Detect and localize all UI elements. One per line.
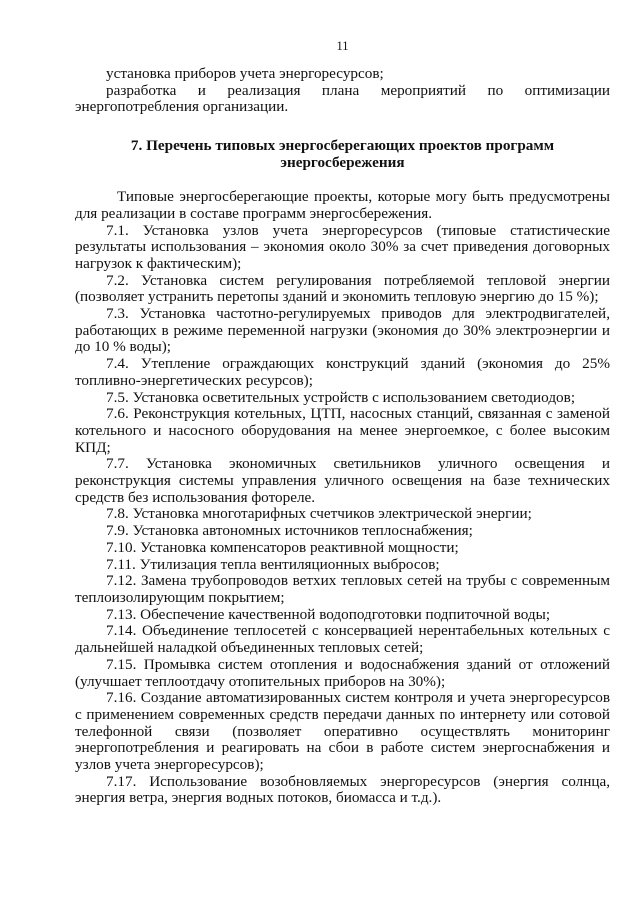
list-item: 7.4. Утепление ограждающих конструкций зданий (экономия до 25% топливно-энергетических ресурсов); — [75, 355, 610, 389]
list-item: 7.9. Установка автономных источников теплоснабжения; — [106, 522, 473, 540]
list-item: 7.2. Установка систем регулирования потребляемой тепловой энергии (позволяет устранить перетопы зданий и экономить тепловую энергию до 15 %); — [75, 271, 610, 306]
list-item: 7.10. Установка компенсаторов реактивной мощности; — [106, 538, 459, 556]
section-heading: 7. Перечень типовых энергосберегающих проектов программ энергосбережения — [130, 137, 555, 172]
list-item: 7.15. Промывка систем отопления и водоснабжения зданий от отложений (улучшает теплоотдачу отопительных приборов на 30%); — [75, 655, 610, 690]
list-item: 7.5. Установка осветительных устройств с использованием светодиодов; — [106, 388, 576, 406]
page-number: 11 — [336, 39, 349, 53]
section-intro-paragraph: Типовые энергосберегающие проекты, которые могу быть предусмотрены для реализации в составе программ энергосбережения. — [75, 188, 610, 222]
document-page — [75, 0, 610, 905]
list-item: 7.1. Установка узлов учета энергоресурсов (типовые статистические результаты использования – экономия около 30% за счет приведения договорных нагрузок к фактическим); — [75, 221, 610, 272]
list-item: 7.16. Создание автоматизированных систем контроля и учета энергоресурсов с применением современных средств передачи данных по интернету или сотовой телефонной связи (позволяет оперативно осуществлять мониторинг энергопотребления и реагировать на сбои в работе систем энергоснабжения и узлов учета энергоресурсов); — [75, 689, 610, 774]
intro-list-item: установка приборов учета энергоресурсов; — [106, 65, 384, 82]
intro-list-item: разработка и реализация плана мероприятий по оптимизации энергопотребления организации. — [75, 81, 610, 116]
list-item: 7.8. Установка многотарифных счетчиков электрической энергии; — [106, 505, 532, 523]
list-item: 7.13. Обеспечение качественной водоподготовки подпиточной воды; — [106, 605, 551, 623]
list-item: 7.17. Использование возобновляемых энергоресурсов (энергия солнца, энергия ветра, энергия водных потоков, биомасса и т.д.). — [75, 772, 610, 807]
list-item: 7.12. Замена трубопроводов ветхих тепловых сетей на трубы с современным теплоизолирующим покрытием; — [75, 572, 610, 606]
list-item: 7.3. Установка частотно-регулируемых приводов для электродвигателей, работающих в режиме переменной нагрузки (экономия до 30% электроэнергии и до 10 % воды); — [75, 305, 610, 356]
list-item: 7.6. Реконструкция котельных, ЦТП, насосных станций, связанная с заменой котельного и насосного оборудования на менее энергоемкое, с более высоким КПД; — [75, 405, 610, 456]
list-item: 7.14. Объединение теплосетей с консервацией нерентабельных котельных с дальнейшей наладкой объединенных тепловых сетей; — [75, 622, 610, 657]
list-item: 7.11. Утилизация тепла вентиляционных выбросов; — [106, 555, 440, 573]
list-item: 7.7. Установка экономичных светильников уличного освещения и реконструкция системы управления уличного освещения на базе технических средств без использования фотореле. — [75, 455, 610, 506]
page-content — [75, 66, 610, 807]
